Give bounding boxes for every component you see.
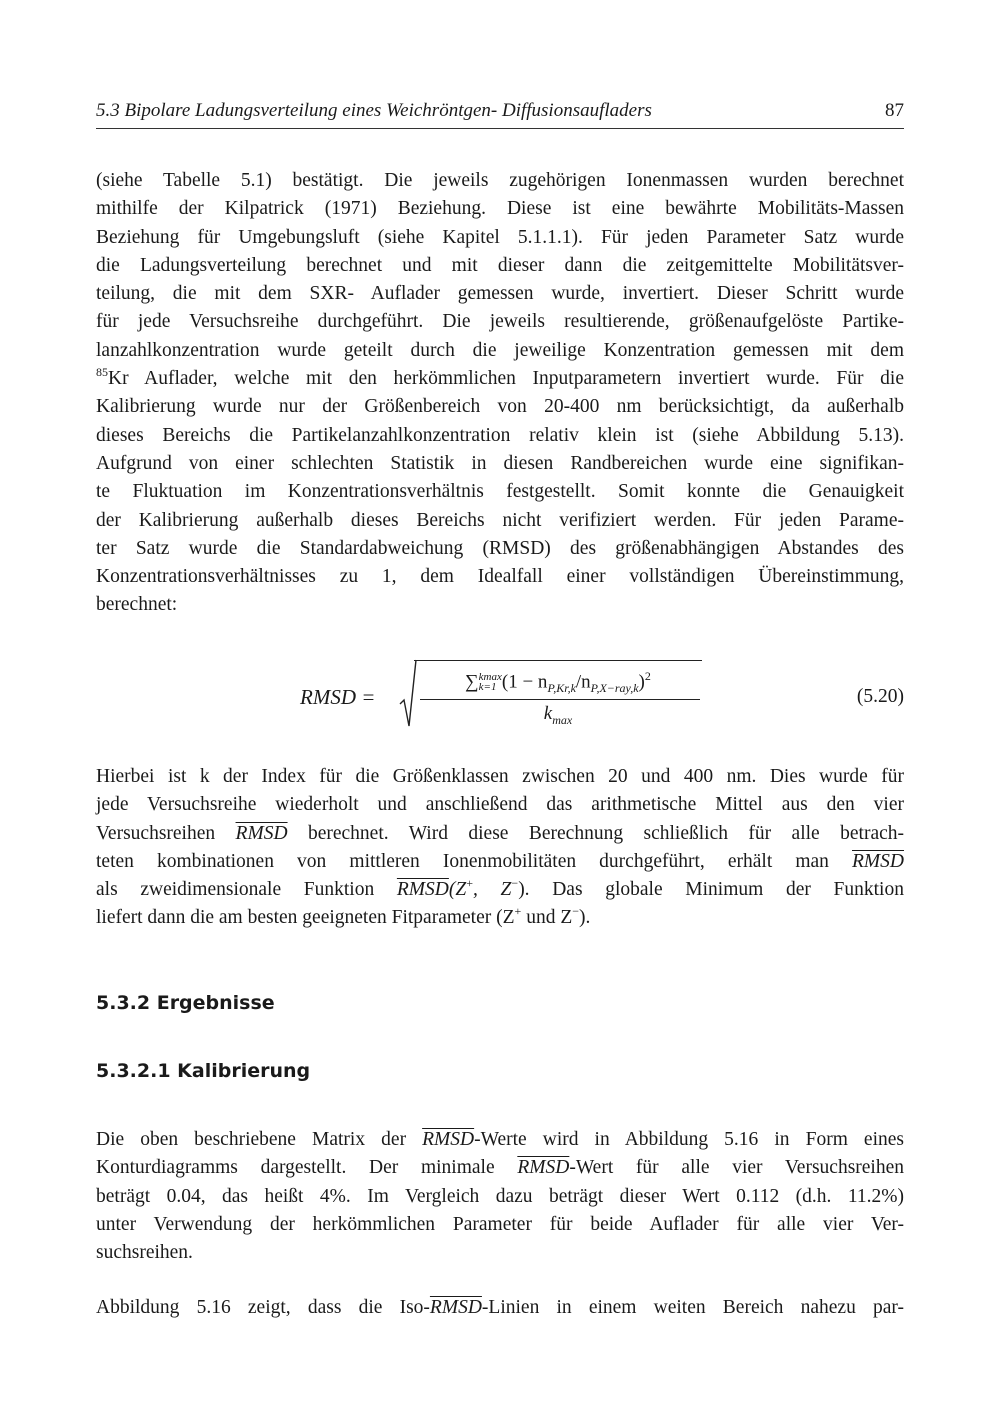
text-line: Kalibrierung wurde nur der Größenbereich von 20-400 nm berücksichtigt, da außerhalb [96, 396, 904, 418]
text-fragment: , Z [473, 879, 512, 901]
text-line: jede Versuchsreihe wiederholt und anschließend das arithmetische Mittel aus den vier [96, 794, 904, 816]
text-fragment: teten kombinationen von mittleren Ionenmobilitäten durchgeführt, erhält man [96, 850, 852, 872]
rmsd-symbol: RMSD [852, 850, 904, 872]
text-fragment: -Werte wird in Abbildung 5.16 in Form eines [474, 1129, 904, 1150]
fraction-bar [420, 699, 700, 700]
text-fragment: und Z [521, 907, 573, 929]
text-line: Aufgrund von einer schlechten Statistik in diesen Randbereichen wurde eine signifikan- [96, 452, 904, 474]
text-line: beträgt 0.04, das heißt 4%. Im Vergleich dazu beträgt dieser Wert 0.112 (d.h. 11.2%) [96, 1185, 904, 1207]
equation-denominator [414, 703, 702, 728]
text-line: Beziehung für Umgebungsluft (siehe Kapitel 5.1.1.1). Für jeden Parameter Satz wurde [96, 226, 904, 248]
text-line: unter Verwendung der herkömmlichen Parameter für beide Auflader für alle vier Ver- [96, 1213, 904, 1235]
section-heading-ergebnisse: 5.3.2 Ergebnisse [96, 992, 275, 1014]
sum-lower-limit: k=1 [478, 681, 497, 694]
text-line: mithilfe der Kilpatrick (1971) Beziehung. Diese ist eine bewährte Mobilitäts-Massen [96, 198, 904, 220]
text-fragment: Kr Auflader, welche mit den herkömmlichen Inputparametern invertiert wurde. Für die [108, 368, 904, 390]
rmsd-symbol: RMSD [517, 1157, 570, 1179]
text-fragment: -Wert für alle vier Versuchsreihen [569, 1157, 905, 1179]
text-line [96, 848, 904, 876]
rmsd-symbol: RMSD [235, 822, 288, 844]
text-line [96, 1154, 904, 1182]
text-fragment: Abbildung 5.16 zeigt, dass die Iso- [96, 1297, 430, 1318]
text-line [96, 365, 904, 393]
plus-superscript: + [466, 876, 474, 891]
text-line: Konzentrationsverhältnisses zu 1, dem Idealfall einer vollständigen Übereinstimmung, [96, 566, 904, 588]
equation-fraction [414, 660, 702, 727]
sum-symbol: ∑ [465, 671, 479, 693]
running-header-title: 5.3 Bipolare Ladungsverteilung eines Weichröntgen- Diffusionsaufladers [96, 100, 652, 121]
paragraph-iso-lines [96, 1294, 904, 1322]
text-line [96, 1294, 904, 1322]
text-fragment: (Z [448, 879, 467, 901]
text-fragment: als zweidimensionale Funktion [96, 879, 397, 901]
text-line [96, 820, 904, 848]
text-fragment: ). Das globale Minimum der Funktion [518, 879, 904, 901]
isotope-superscript: 85 [96, 365, 108, 380]
running-header [96, 100, 904, 129]
text-line: lanzahlkonzentration wurde geteilt durch die jeweilige Konzentration gemessen mit dem [96, 339, 904, 361]
text-line: te Fluktuation im Konzentrationsverhältnis festgestellt. Somit konnte die Genauigkeit [96, 481, 904, 503]
page-number: 87 [885, 100, 904, 121]
text-line: die Ladungsverteilung berechnet und mit dieser dann die zeitgemittelte Mobilitätsver- [96, 254, 904, 276]
paragraph-rmsd-definition [96, 763, 904, 933]
equation-lhs: RMSD = [300, 685, 376, 709]
numerator-slash: /n [575, 671, 591, 693]
denominator-subscript: max [552, 712, 573, 727]
section-heading-kalibrierung: 5.3.2.1 Kalibrierung [96, 1060, 311, 1082]
text-fragment: Die oben beschriebene Matrix der [96, 1129, 423, 1150]
text-line: für jede Versuchsreihe durchgeführt. Die jeweils resultierende, größenaufgelöste Partike- [96, 311, 904, 333]
rmsd-symbol: RMSD [396, 879, 449, 901]
text-line: teilung, die mit dem SXR- Auflader gemessen wurde, invertiert. Dieser Schritt wurde [96, 283, 904, 305]
equation-number: (5.20) [856, 686, 904, 707]
text-line [96, 1126, 904, 1154]
denominator-k: k [543, 703, 553, 724]
text-fragment: Konturdiagramms dargestellt. Der minimale [96, 1157, 518, 1179]
text-line: Hierbei ist k der Index für die Größenklassen zwischen 20 und 400 nm. Dies wurde für [96, 766, 904, 787]
text-fragment: Versuchsreihen [96, 822, 236, 844]
equation-numerator [414, 669, 702, 696]
n-xray-subscript: P,X−ray,k [590, 681, 639, 696]
text-line: (siehe Tabelle 5.1) bestätigt. Die jeweils zugehörigen Ionenmassen wurden berechnet [96, 170, 904, 191]
text-line: suchsreihen. [96, 1242, 193, 1264]
plus-superscript: + [514, 904, 522, 919]
sum-upper-limit: kmax [478, 671, 502, 684]
text-line [96, 876, 904, 904]
text-line [96, 904, 904, 932]
n-kr-subscript: P,Kr,k [547, 681, 576, 696]
numerator-close: ) [638, 671, 645, 693]
text-line: dieses Bereichs die Partikelanzahlkonzentration relativ klein ist (siehe Abbildung 5.13). [96, 424, 904, 446]
text-fragment: berechnet. Wird diese Berechnung schließlich für alle betrach- [287, 822, 904, 844]
paragraph-results [96, 1126, 904, 1267]
equation-rmsd [96, 660, 904, 730]
numerator-power: 2 [644, 669, 651, 683]
text-line: der Kalibrierung außerhalb dieses Bereichs nicht verifiziert werden. Für jeden Parame- [96, 509, 904, 531]
paragraph-calibration-method [96, 167, 904, 620]
rmsd-symbol: RMSD [422, 1129, 475, 1150]
text-line: berechnet: [96, 594, 178, 616]
text-fragment: ). [579, 907, 591, 929]
text-fragment: -Linien in einem weiten Bereich nahezu par- [481, 1297, 904, 1318]
numerator-term: (1 − n [501, 671, 548, 693]
rmsd-symbol: RMSD [429, 1297, 482, 1318]
minus-superscript: − [511, 876, 519, 891]
minus-superscript: − [572, 904, 580, 919]
text-line: ter Satz wurde die Standardabweichung (RMSD) des größenabhängigen Abstandes des [96, 537, 904, 559]
text-fragment: liefert dann die am besten geeigneten Fitparameter (Z [96, 907, 515, 929]
